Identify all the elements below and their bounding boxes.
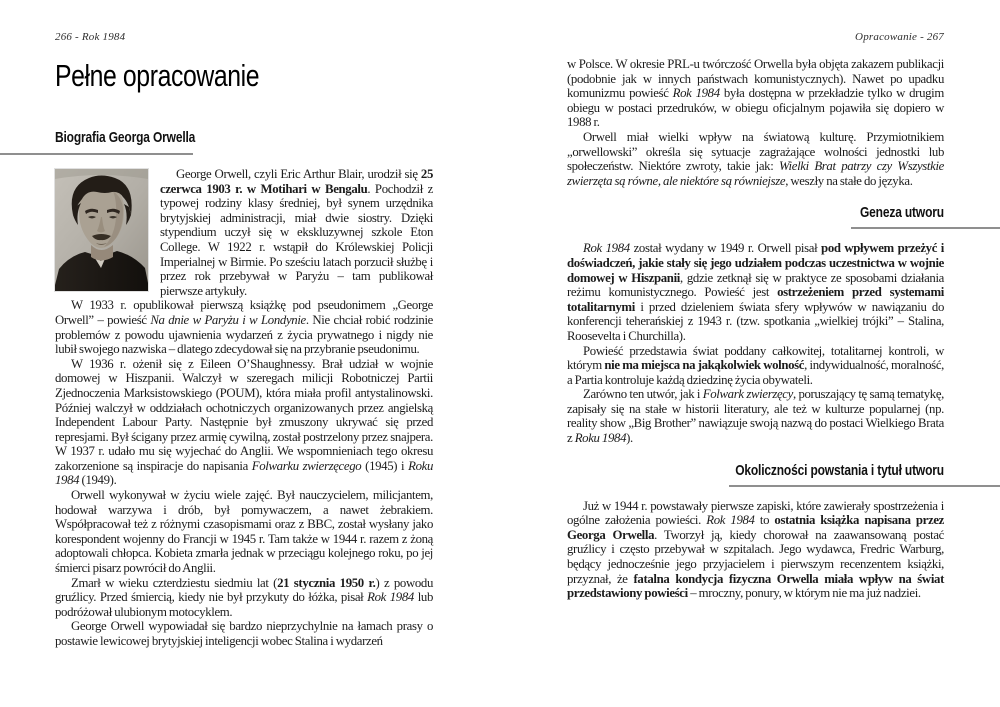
italic-text: Wielki Brat patrzy czy Wszystkie zwierzęta są równe, ale niektóre są równiejsze <box>567 159 944 188</box>
text-run: . Pochodził z typowej rodziny klasy średniej, był synem urzędnika brytyjskiej administracji, miał dwie siostry. Dzięki stypendium uczył się w ekskluzywnej szkole Eton College. W 1922 r. wstąpił do Królewskiej Policji Imperialnej w Birmie. Po sześciu latach porzucił służbę i przez rok przebywał w Paryżu – tam publikował pierwsze artykuły. <box>160 181 433 298</box>
running-head-right: Opracowanie - 267 <box>855 31 944 43</box>
paragraph <box>55 357 433 488</box>
italic-text: Rok 1984 <box>583 241 630 256</box>
page-title: Pełne opracowanie <box>55 58 260 93</box>
italic-text: Rok 1984 <box>672 86 720 101</box>
bold-text: fatalna kondycja fizyczna Orwella miała wpływ na świat przedstawiony powieści <box>567 571 944 601</box>
bold-text: nie ma miejsca na jakąkolwiek wolność <box>604 358 805 373</box>
bold-text: 25 czerwca 1903 r. w Motihari w Bengalu <box>160 167 433 196</box>
text-run: (1949). <box>79 473 117 488</box>
paragraph <box>567 57 944 130</box>
text-run: George Orwell, czyli Eric Arthur Blair, urodził się <box>176 167 421 181</box>
text-run: Orwell miał wielki wpływ na światową kulturę. Przymiotnikiem „orwellowski” określa się sytuacje zagrażające wolności jednostki lub społeczeństw. Niektóre zwroty, takie jak: <box>567 129 944 174</box>
section-rule <box>851 227 1000 229</box>
paragraph <box>55 488 433 576</box>
paragraph <box>567 499 944 601</box>
text-run: lub podróżował ulubionym motocyklem. <box>55 590 434 619</box>
paragraph <box>55 576 433 620</box>
text-run: to <box>754 513 775 528</box>
section-heading-okolicznosci <box>567 462 944 480</box>
text-run: , weszły na stałe do języka. <box>785 173 913 188</box>
paragraph <box>567 130 944 188</box>
paragraph <box>55 619 433 648</box>
right-paragraph-group-2 <box>567 241 944 445</box>
running-head-left: 266 - Rok 1984 <box>55 31 126 43</box>
text-run: , gdzie zetknął się w praktyce ze sposobami działania reżimu komunistycznego. Powieść jest <box>567 270 944 300</box>
text-run: Zarówno ten utwór, jak i <box>583 387 703 402</box>
italic-text: Rok 1984 <box>367 590 414 605</box>
orwell-portrait-photo <box>55 169 148 291</box>
bold-text: 21 stycznia 1950 r. <box>277 575 376 590</box>
right-page <box>567 0 944 601</box>
section-heading-label: Biografia Georga Orwella <box>55 129 196 146</box>
italic-text: Folwark zwierzęcy <box>702 387 793 402</box>
text-run: W 1933 r. opublikował pierwszą książkę pod pseudonimem „George Orwell” – powieść <box>55 298 433 327</box>
text-run: – mroczny, ponury, w którym nie ma już nadziei. <box>687 586 921 601</box>
text-run: ) z powodu gruźlicy. Przed śmiercią, kiedy nie był przykuty do łóżka, pisał <box>55 575 434 605</box>
text-run: został wydany w 1949 r. Orwell pisał <box>629 241 822 256</box>
bold-text: ostrzeżeniem przed systemami totalitarnymi <box>567 285 944 314</box>
paragraph <box>567 344 944 388</box>
section-heading-geneza <box>567 204 944 222</box>
bold-text: pod wpływem przeżyć i doświadczeń, jakie stały się jego udziałem podczas uczestnictwa w wojnie domowej w Hiszpanii <box>567 241 945 285</box>
italic-text: Folwarku zwierzęcego <box>251 458 362 473</box>
italic-text: Roku 1984 <box>574 431 627 446</box>
text-run: Zmarł w wieku czterdziestu siedmiu lat ( <box>71 575 278 590</box>
left-page <box>55 0 433 649</box>
text-run: Orwell wykonywał w życiu wiele zajęć. Był nauczycielem, milicjantem, hodował warzywa i drób, był pomywaczem, a nawet żebrakiem. Współpracował też z różnymi czasopismami oraz z BBC, został wysłany jako korespondent wojenny do Francji w 1945 r. Tam także w 1944 r. razem z żoną adoptowali chłopca. Kobieta zmarła jednak w przeciągu kolejnego roku, po jej śmierci pisarz powrócił do Anglii. <box>55 488 433 576</box>
text-run: i przed dzieleniem świata sfery wpływów w nawiązaniu do konferencji teherańskiej z 1943 r. (tzw. spotkania „wielkiej trójki” – Stalina, Roosevelta i Churchilla). <box>567 299 944 343</box>
text-run: George Orwell wypowiadał się bardzo nieprzychylnie na łamach prasy o postawie lewicowej brytyjskiej inteligencji wobec Stalina i wydarzeń <box>55 619 433 648</box>
section-rule <box>0 153 193 155</box>
text-run: w Polsce. W okresie PRL-u twórczość Orwella była objęta zakazem publikacji (podobnie jak w innych państwach komunistycznych). Nawet po upadku komunizmu powieść <box>567 57 944 101</box>
right-paragraph-group-1 <box>567 57 944 188</box>
section-heading-biography <box>55 129 433 147</box>
text-run: . Nie chciał robić rodzinie problemów z powodu ujawnienia wydarzeń z życia prywatnego i nigdy nie lubił swojego nazwiska – dlatego zdecydował się na przybranie pseudonimu. <box>55 312 433 357</box>
orwell-portrait-graphic <box>55 169 148 291</box>
section-heading-label: Okoliczności powstania i tytuł utworu <box>735 461 944 479</box>
text-run: (1945) i <box>361 458 409 473</box>
text-run: Powieść przedstawia świat poddany całkowitej, totalitarnej kontroli, w którym <box>567 343 944 373</box>
text-run: Już w 1944 r. powstawały pierwsze zapiski, które zawierały spostrzeżenia i ogólne założenia powieści. <box>567 498 944 528</box>
paragraph <box>567 387 944 445</box>
text-run: , indywidualność, moralność, a Partia kontroluje każdą dziedzinę życia obywateli. <box>567 358 944 387</box>
text-run: . Tworzył ją, kiedy chorował na zaawansowaną postać gruźlicy i często przebywał w szpitalach. Jego wydawca, Fredric Warburg, będący jednocześnie jego przyjacielem i pierwszym recenzentem książki, przyznał, że <box>567 527 945 586</box>
section-heading-label: Geneza utworu <box>860 204 944 222</box>
bold-text: ostatnia książka napisana przez Georga Orwella <box>567 513 944 542</box>
right-paragraph-group-3 <box>567 499 944 601</box>
text-run: ). <box>626 431 633 446</box>
text-run: W 1936 r. ożenił się z Eileen O’Shaughnessy. Brał udział w wojnie domowej w Hiszpanii. Walczył w szeregach milicji Robotniczej Partii Zjednoczenia Marksistowskiego (POUM), która miała profil antystalinowski. Później walczył w oddziałach ochotniczych organizowanych przez angielską Independent Labour Party. Następnie był zmuszony ukrywać się przed represjami. Był ścigany przez armię cywilną, został postrzelony przez snajpera. W 1937 r. udało mu się wyjechać do Anglii. We wspomnieniach tego okresu zakorzenione są inspiracje do napisania <box>55 356 433 473</box>
italic-text: Roku 1984 <box>55 458 434 488</box>
text-run: była dostępna w przekładzie tylko w drugim obiegu w postaci przedruków, w obiegu oficjalnym pojawiła się dopiero w 1988 r. <box>567 86 944 130</box>
left-body <box>55 167 433 649</box>
italic-text: Rok 1984 <box>706 513 755 528</box>
italic-text: Na dnie w Paryżu i w Londynie <box>150 312 306 327</box>
text-run: , poruszający tę samą tematykę, zapisały się na stałe w historii literatury, ale też w kulturze popularnej (np. reality show „Big Brother” nawiązuje swoją nazwą do postaci Wielkiego Brata z <box>567 387 945 446</box>
paragraph <box>567 241 944 343</box>
paragraph <box>55 298 433 356</box>
section-rule <box>729 485 1000 487</box>
